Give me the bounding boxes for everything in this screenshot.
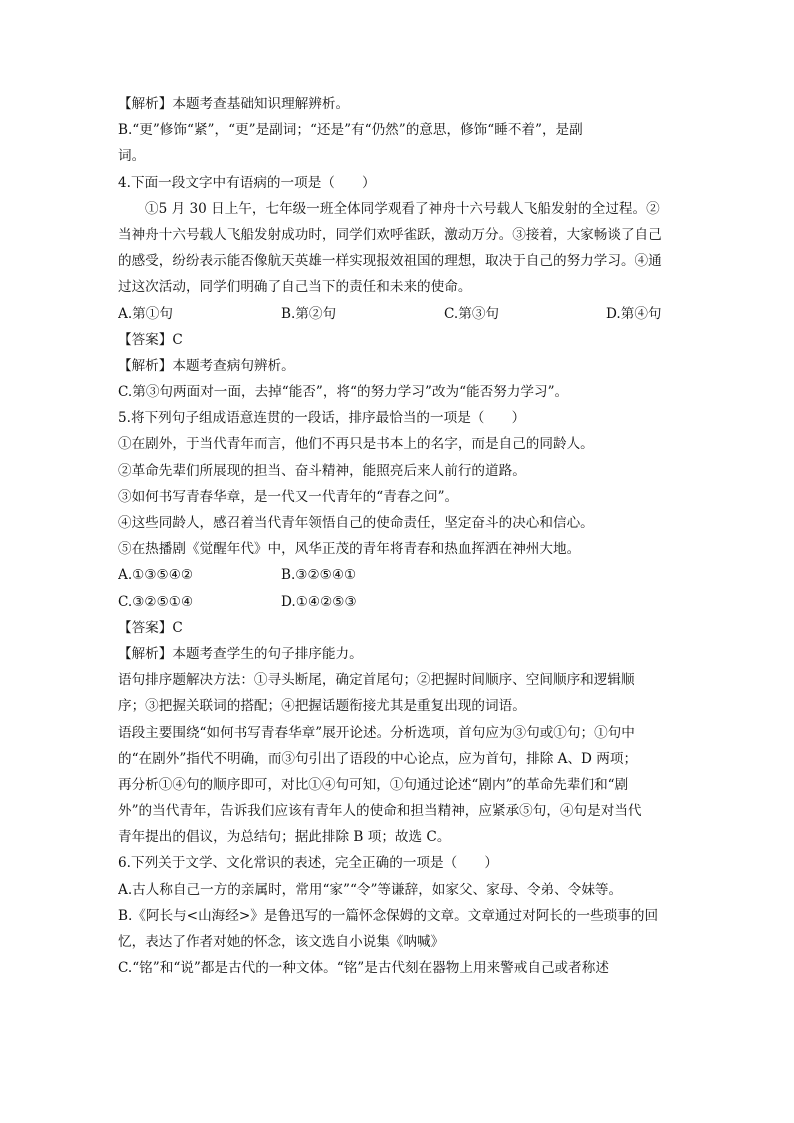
q5-options-row — [118, 589, 678, 615]
document-body — [118, 91, 678, 981]
q4-option-c: C.第③句 — [444, 305, 500, 322]
q5-analysis-line: 青年提出的倡议，为总结句；据此排除 B 项；故选 C。 — [118, 829, 451, 846]
q5-analysis-line: 语句排序题解决方法：①寻头断尾，确定首尾句；②把握时间顺序、空间顺序和逻辑顺 — [118, 672, 635, 689]
q5-analysis-line: 的“在剧外”指代不明确，而③句引出了语段的中心论点，应为首句，排除 A、D 两项； — [118, 750, 638, 767]
q4-analysis-line: C.第③句两面对一面，去掉“能否”，将“的努力学习”改为“能否努力学习”。 — [118, 384, 569, 401]
q5-analysis-line: 语段主要围绕“如何书写青春华章”展开论述。分析选项，首句应为③句或①句；①句中 — [118, 724, 635, 741]
q5-option-b: B.③②⑤④① — [281, 567, 357, 584]
q5-options-row — [118, 562, 678, 588]
q5-sentence: ①在剧外，于当代青年而言，他们不再只是书本上的名字，而是自己的同龄人。 — [118, 436, 594, 453]
q3-analysis-heading: 【解析】本题考查基础知识理解辨析。 — [118, 96, 350, 112]
q4-analysis-line: 【解析】本题考查病句辨析。 — [118, 357, 295, 374]
q6-option-line: 忆，表达了作者对她的怀念，该文选自小说集《呐喊》 — [118, 934, 445, 950]
q4-passage-line: 的感受，纷纷表示能否像航天英雄一样实现报效祖国的理想，取决于自己的努力学习。④通 — [118, 253, 662, 270]
q5-analysis-line: 序；③把握关联词的搭配；④把握话题衔接尤其是重复出现的词语。 — [118, 698, 526, 715]
q5-analysis-line: 【解析】本题考查学生的句子排序能力。 — [118, 645, 363, 662]
q5-sentence: ④这些同龄人，感召着当代青年领悟自己的使命责任，坚定奋斗的决心和信心。 — [118, 515, 594, 531]
q5-analysis-line: 外”的当代青年，告诉我们应该有青年人的使命和担当精神，应紧承⑤句，④句是对当代 — [118, 803, 642, 820]
q6-option-line: B.《阿长与<山海经>》是鲁迅写的一篇怀念保姆的文章。文章通过对阿长的一些琐事的回 — [118, 907, 659, 924]
q4-option-a: A.第①句 — [118, 305, 173, 322]
q5-sentence: ③如何书写青春华章，是一代又一代青年的“青春之问”。 — [118, 488, 459, 505]
q4-passage-line: 当神舟十六号载人飞船发射成功时，同学们欢呼雀跃，激动万分。③接着，大家畅谈了自己 — [118, 226, 662, 243]
q5-sentence: ⑤在热播剧《觉醒年代》中，风华正茂的青年将青春和热血挥洒在神州大地。 — [118, 541, 581, 558]
q3-analysis-line: 词。 — [118, 148, 146, 165]
q5-option-a: A.①③⑤④② — [118, 567, 194, 584]
q4-passage-line: ①5 月 30 日上午，七年级一班全体同学观看了神舟十六号载人飞船发射的全过程。② — [145, 200, 660, 217]
q5-answer: 【答案】C — [118, 619, 183, 636]
q4-options — [118, 301, 678, 327]
q4-passage-line: 过这次活动，同学们明确了自己当下的责任和未来的使命。 — [118, 279, 472, 296]
q4-option-d: D.第④句 — [606, 305, 662, 322]
q5-question: 5.将下列句子组成语意连贯的一段话，排序最恰当的一项是（ ） — [118, 410, 526, 427]
q3-analysis-line: B.“更”修饰“紧”，“更”是副词；“还是”有“仍然”的意思，修饰“睡不着”，是副 — [118, 122, 583, 139]
q4-answer: 【答案】C — [118, 331, 183, 348]
q6-option-line: C.“铭”和“说”都是古代的一种文体。“铭”是古代刻在器物上用来警戒自己或者称述 — [118, 960, 609, 977]
q5-analysis-line: 再分析①④句的顺序即可，对比①④句可知，①句通过论述“剧内”的革命先辈们和“剧 — [118, 776, 629, 793]
q6-question: 6.下列关于文学、文化常识的表述，完全正确的一项是（ ） — [118, 855, 498, 872]
q5-option-d: D.①④②⑤③ — [281, 593, 357, 610]
q5-option-c: C.③②⑤①④ — [118, 593, 194, 610]
q6-option-line: A.古人称自己一方的亲属时，常用“家”“令”等谦辞，如家父、家母、令弟、令妹等。 — [118, 881, 623, 898]
q5-sentence: ②革命先辈们所展现的担当、奋斗精神，能照亮后来人前行的道路。 — [118, 462, 526, 479]
q4-option-b: B.第②句 — [281, 305, 337, 322]
q4-question: 4.下面一段文字中有语病的一项是（ ） — [118, 174, 376, 191]
